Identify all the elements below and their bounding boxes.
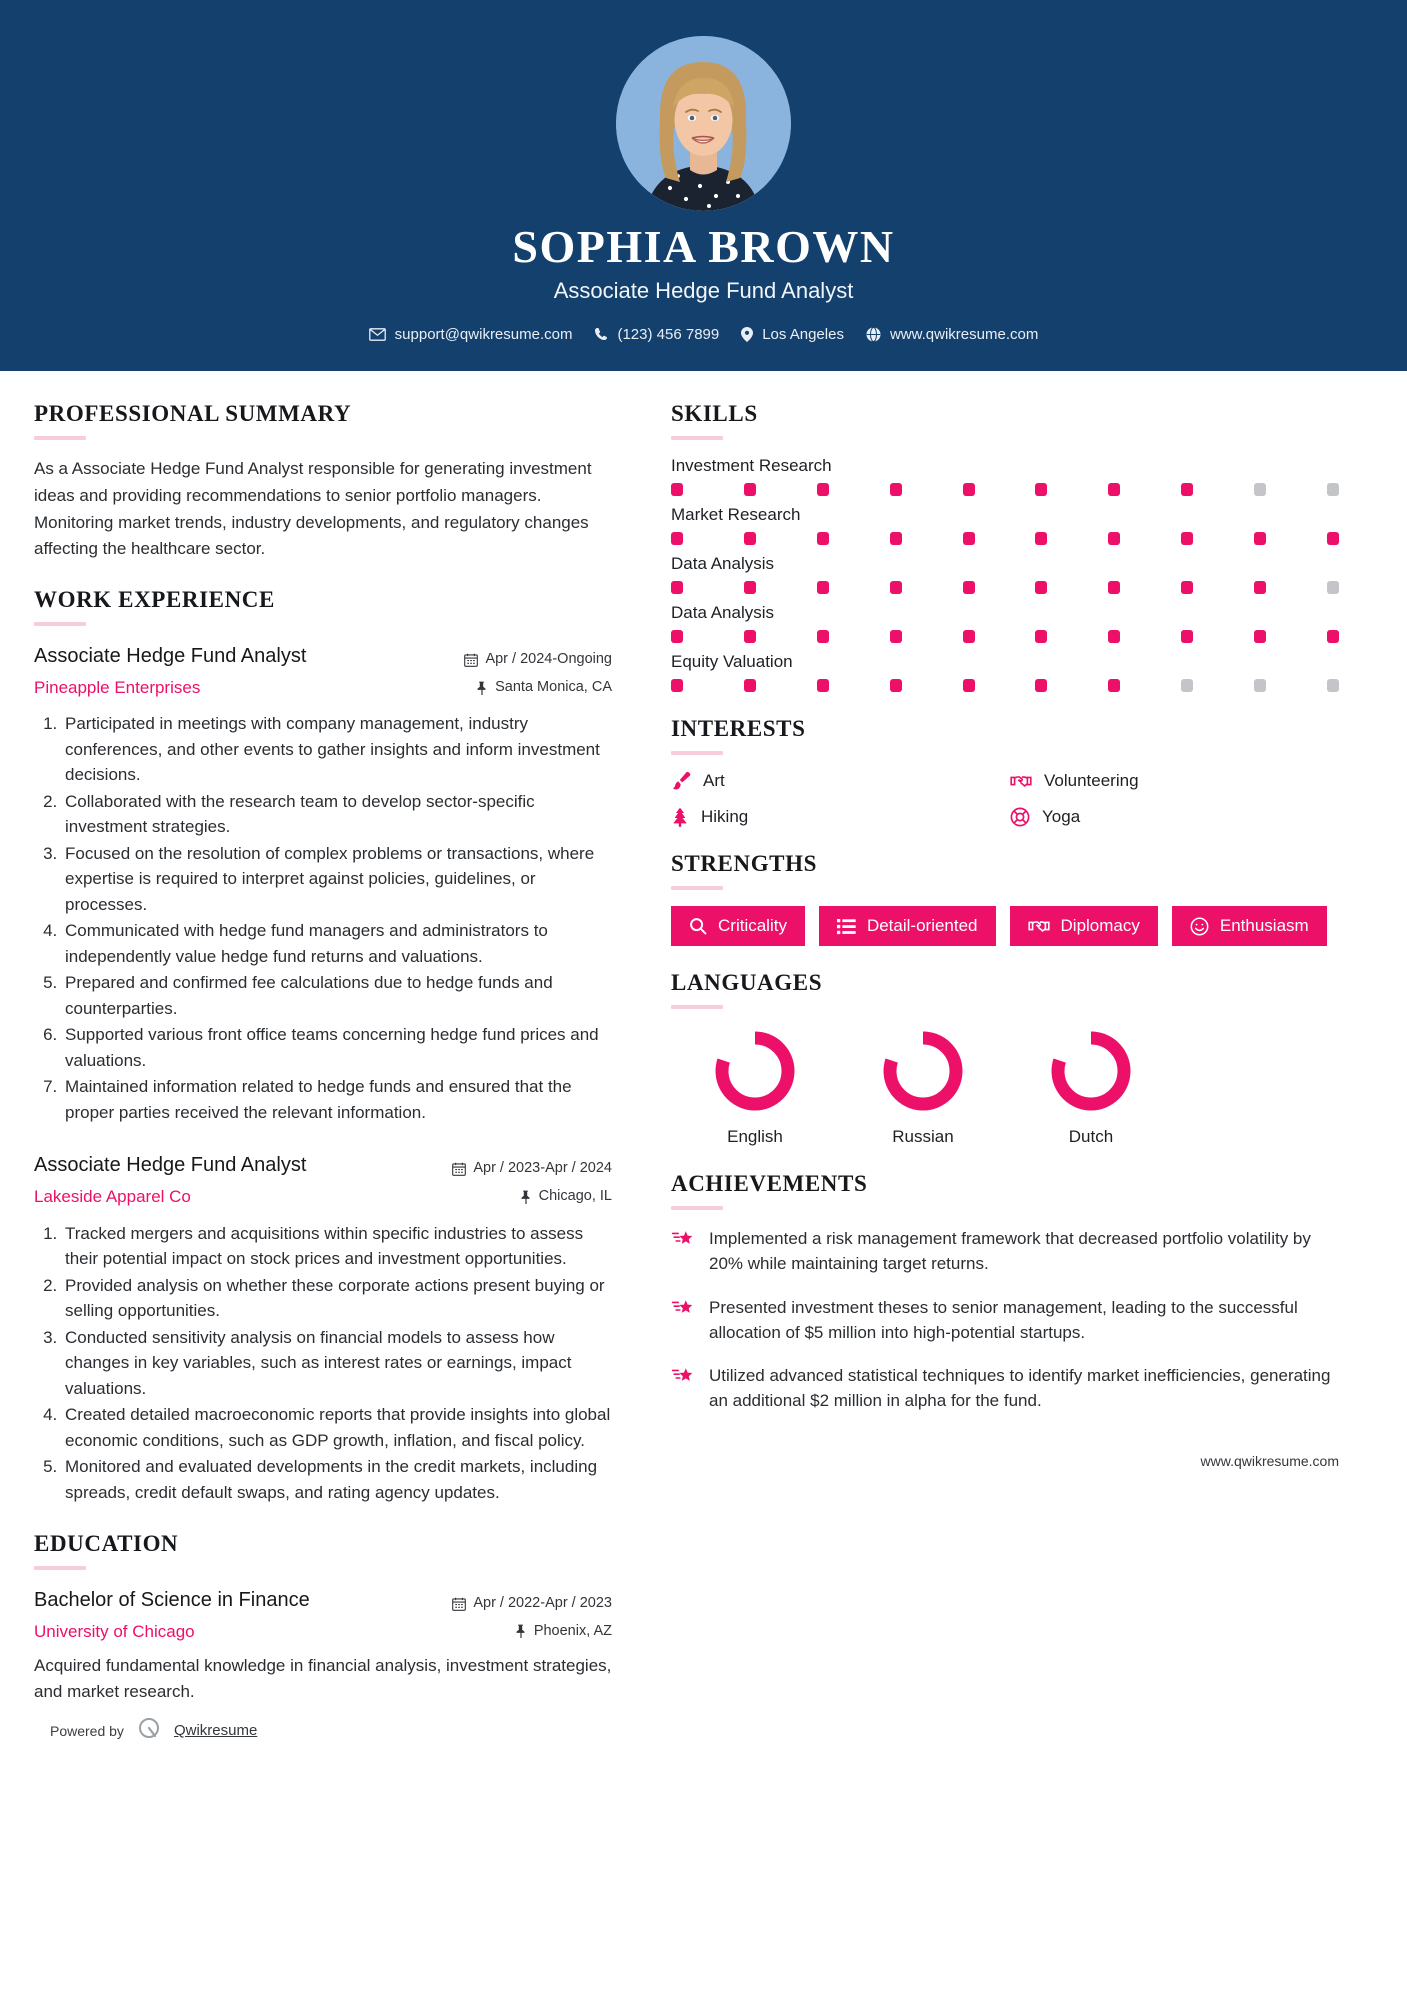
job-bullets xyxy=(34,1221,612,1506)
strength-label: Enthusiasm xyxy=(1219,915,1309,935)
section-heading-skills: SKILLS xyxy=(671,400,758,426)
job-company: Pineapple Enterprises xyxy=(34,678,201,698)
contact-email[interactable] xyxy=(369,326,573,343)
skill-dot xyxy=(744,679,756,692)
handshake-icon xyxy=(1028,917,1050,935)
language-item xyxy=(671,1025,839,1147)
skill-dot xyxy=(671,532,683,545)
skill-dot xyxy=(671,679,683,692)
skill-dot xyxy=(1254,630,1266,643)
contact-row xyxy=(0,326,1407,343)
interest-label: Hiking xyxy=(701,806,749,826)
strength-chip-enthusiasm[interactable] xyxy=(1172,906,1327,946)
skill-dot xyxy=(963,483,975,496)
section-education xyxy=(34,1531,612,1745)
page-title: SOPHIA BROWN xyxy=(512,221,895,272)
bullet-item: 4. Created detailed macroeconomic reports that provide insights into global economic conditions, such as GDP growth, inflation, and fiscal policy. xyxy=(62,1402,612,1453)
skill-dot xyxy=(817,679,829,692)
shooting-star-icon xyxy=(671,1226,695,1256)
education-location xyxy=(442,1618,612,1646)
achievement-text: Presented investment theses to senior management, leading to the successful allocation of $5 million into high-potential startups. xyxy=(709,1297,1298,1342)
pushpin-icon xyxy=(515,1624,527,1638)
section-heading-summary: PROFESSIONAL SUMMARY xyxy=(34,400,352,426)
skill-dots xyxy=(671,532,1339,545)
language-name: Dutch xyxy=(1068,1127,1114,1147)
pushpin-icon xyxy=(520,1190,532,1204)
contact-website-value: www.qwikresume.com xyxy=(889,325,1039,343)
bullet-item: 2. Collaborated with the research team to develop sector-specific investment strategies. xyxy=(62,789,612,840)
achievement-text: Implemented a risk management framework that decreased portfolio volatility by 20% while maintaining target returns. xyxy=(709,1229,1311,1274)
section-professional-summary xyxy=(34,401,612,563)
job-company: Lakeside Apparel Co xyxy=(34,1187,191,1207)
section-heading-interests: INTERESTS xyxy=(671,715,806,741)
strength-grid xyxy=(671,906,1339,946)
interest-grid xyxy=(671,771,1339,827)
lifebuoy-icon xyxy=(1010,807,1030,827)
section-rule xyxy=(34,622,86,626)
section-rule xyxy=(671,1206,723,1210)
language-progress-ring xyxy=(709,1025,801,1117)
job-meta xyxy=(442,1151,612,1210)
education-meta xyxy=(442,1586,612,1645)
skill-dot xyxy=(1254,679,1266,692)
education-dates xyxy=(442,1590,612,1618)
interest-item xyxy=(671,771,1000,791)
job-bullets xyxy=(34,711,612,1125)
skill-dot xyxy=(1327,483,1339,496)
bullet-item: 1. Tracked mergers and acquisitions within specific industries to assess their potential impact on stock prices and investment opportunities. xyxy=(62,1221,612,1272)
skill-dots xyxy=(671,483,1339,496)
skill-dot xyxy=(1181,483,1193,496)
strength-label: Criticality xyxy=(718,915,787,935)
language-progress-ring xyxy=(877,1025,969,1117)
job-role: Associate Hedge Fund Analyst xyxy=(34,1154,307,1177)
job-dates xyxy=(442,1155,612,1183)
header-job-title: Associate Hedge Fund Analyst xyxy=(553,277,854,303)
skill-dot xyxy=(963,630,975,643)
contact-location xyxy=(741,326,844,343)
skill-name: Data Analysis xyxy=(671,602,774,622)
skill-name: Market Research xyxy=(671,504,801,524)
section-heading-strengths: STRENGTHS xyxy=(671,850,818,876)
interest-item xyxy=(1010,807,1339,827)
skill-name: Equity Valuation xyxy=(671,651,793,671)
section-heading-experience: WORK EXPERIENCE xyxy=(34,587,275,613)
skill-dot xyxy=(1327,630,1339,643)
skill-dot xyxy=(1035,532,1047,545)
achievement-text: Utilized advanced statistical techniques to identify market inefficiencies, generating an additional $2 million in alpha for the fund. xyxy=(709,1365,1331,1411)
skill-dot xyxy=(744,581,756,594)
skill-dot xyxy=(1035,483,1047,496)
skill-dot xyxy=(671,630,683,643)
section-rule xyxy=(671,751,723,755)
skill-dot xyxy=(1108,630,1120,643)
skill-dot xyxy=(1327,532,1339,545)
pushpin-icon xyxy=(476,681,488,695)
calendar-icon xyxy=(452,1597,466,1611)
education-dates-value: Apr / 2022-Apr / 2023 xyxy=(473,1595,612,1612)
right-column xyxy=(634,401,1339,1769)
interest-item xyxy=(671,807,1000,827)
skill-dot xyxy=(1181,630,1193,643)
section-rule xyxy=(671,886,723,890)
achievement-item xyxy=(671,1363,1339,1413)
language-progress-ring xyxy=(1045,1025,1137,1117)
skill-row xyxy=(671,456,1339,496)
achievement-item xyxy=(671,1295,1339,1345)
skill-dots xyxy=(671,581,1339,594)
handshake-icon xyxy=(1010,772,1032,790)
skill-dot xyxy=(817,532,829,545)
job-dates xyxy=(442,646,612,674)
qwikresume-logo-icon xyxy=(136,1716,162,1745)
skill-row xyxy=(671,652,1339,692)
job-dates-value: Apr / 2024-Ongoing xyxy=(485,651,612,668)
resume-body xyxy=(0,371,1407,1769)
powered-by-footer xyxy=(34,1710,612,1745)
skill-dot xyxy=(1108,679,1120,692)
skill-row xyxy=(671,554,1339,594)
section-heading-education: EDUCATION xyxy=(34,1531,179,1557)
smiley-icon xyxy=(1190,917,1209,936)
skill-dot xyxy=(890,532,902,545)
skill-dot xyxy=(1181,581,1193,594)
education-description: Acquired fundamental knowledge in financial analysis, investment strategies, and market research. xyxy=(34,1656,612,1701)
bullet-item: 1. Participated in meetings with company management, industry conferences, and other events to gather insights and inform investment decisions. xyxy=(62,711,612,788)
bullet-item: 3. Focused on the resolution of complex problems or transactions, where expertise is required to interpret against policies, guidelines, or processes. xyxy=(62,841,612,918)
skill-dot xyxy=(1108,483,1120,496)
interest-label: Volunteering xyxy=(1044,770,1139,790)
section-interests xyxy=(671,716,1339,827)
calendar-icon xyxy=(452,1162,466,1176)
bullet-item: 4. Communicated with hedge fund managers and administrators to independently value hedge fund returns and valuations. xyxy=(62,918,612,969)
interest-label: Yoga xyxy=(1042,806,1081,826)
job-location-value: Chicago, IL xyxy=(538,1187,612,1204)
education-school: University of Chicago xyxy=(34,1622,195,1642)
job-meta xyxy=(442,642,612,701)
left-column xyxy=(34,401,634,1769)
language-grid xyxy=(671,1025,1339,1147)
section-strengths xyxy=(671,851,1339,946)
job-role: Associate Hedge Fund Analyst xyxy=(34,645,307,668)
job-location xyxy=(442,1183,612,1211)
powered-by-label: Powered by xyxy=(50,1722,124,1739)
skill-dot xyxy=(744,532,756,545)
language-name: Russian xyxy=(892,1127,954,1147)
interest-label: Art xyxy=(703,770,725,790)
skill-dot xyxy=(1035,581,1047,594)
section-heading-achievements: ACHIEVEMENTS xyxy=(671,1171,868,1197)
achievement-item xyxy=(671,1226,1339,1276)
contact-location-value: Los Angeles xyxy=(762,325,844,343)
skill-dot xyxy=(890,679,902,692)
skill-dot xyxy=(963,679,975,692)
strength-chip-detail-oriented[interactable] xyxy=(819,906,996,946)
section-rule xyxy=(34,436,86,440)
experience-entry xyxy=(34,1151,612,1505)
envelope-icon xyxy=(369,328,386,341)
section-achievements xyxy=(671,1171,1339,1469)
language-name: English xyxy=(727,1127,783,1147)
shooting-star-icon xyxy=(671,1295,695,1325)
footer-site-url: www.qwikresume.com xyxy=(1200,1453,1339,1470)
skill-dot xyxy=(817,483,829,496)
section-rule xyxy=(671,436,723,440)
section-skills xyxy=(671,401,1339,692)
avatar xyxy=(616,36,791,211)
language-item xyxy=(839,1025,1007,1147)
resume-header xyxy=(0,0,1407,371)
contact-phone-value: (123) 456 7899 xyxy=(617,325,720,343)
skill-dot xyxy=(744,630,756,643)
location-pin-icon xyxy=(741,327,753,342)
strength-chip-criticality[interactable] xyxy=(671,906,805,946)
skill-dot xyxy=(817,630,829,643)
skill-dot xyxy=(963,532,975,545)
skill-dot xyxy=(671,483,683,496)
phone-icon xyxy=(594,327,608,341)
contact-website[interactable] xyxy=(866,326,1038,343)
contact-email-value: support@qwikresume.com xyxy=(394,325,573,343)
section-work-experience xyxy=(34,587,612,1505)
skill-dot xyxy=(1035,630,1047,643)
skill-row xyxy=(671,603,1339,643)
paint-brush-icon xyxy=(671,771,691,791)
education-entry xyxy=(34,1586,612,1704)
strength-label: Diplomacy xyxy=(1060,915,1140,935)
skill-dot xyxy=(890,581,902,594)
skill-dot xyxy=(744,483,756,496)
pine-tree-icon xyxy=(671,807,689,827)
job-location xyxy=(442,674,612,702)
magnifier-icon xyxy=(689,917,707,935)
experience-entry xyxy=(34,642,612,1125)
bullet-item: 7. Maintained information related to hedge funds and ensured that the proper parties received the relevant information. xyxy=(62,1074,612,1125)
skill-dot xyxy=(890,630,902,643)
avatar-photo xyxy=(616,36,791,211)
strength-chip-diplomacy[interactable] xyxy=(1010,906,1158,946)
skill-dot xyxy=(963,581,975,594)
job-dates-value: Apr / 2023-Apr / 2024 xyxy=(473,1160,612,1177)
section-rule xyxy=(34,1566,86,1570)
skill-dots xyxy=(671,679,1339,692)
skill-dot xyxy=(671,581,683,594)
skill-dot xyxy=(1035,679,1047,692)
interest-item xyxy=(1010,771,1339,791)
skill-dots xyxy=(671,630,1339,643)
calendar-icon xyxy=(464,653,478,667)
skill-row xyxy=(671,505,1339,545)
skill-dot xyxy=(1181,679,1193,692)
skill-dot xyxy=(1108,532,1120,545)
qwikresume-brand-link[interactable]: Qwikresume xyxy=(173,1722,258,1740)
bullet-item: 2. Provided analysis on whether these corporate actions present buying or selling opportunities. xyxy=(62,1273,612,1324)
skill-name: Data Analysis xyxy=(671,553,774,573)
bullet-item: 5. Monitored and evaluated developments in the credit markets, including spreads, credit default swaps, and rating agency updates. xyxy=(62,1454,612,1505)
section-languages xyxy=(671,970,1339,1147)
summary-text: As a Associate Hedge Fund Analyst responsible for generating investment ideas and providing recommendations to senior portfolio managers. Monitoring market trends, industry developments, and regulatory changes affecting the healthcare sector. xyxy=(34,458,592,559)
education-location-value: Phoenix, AZ xyxy=(533,1622,612,1639)
education-degree: Bachelor of Science in Finance xyxy=(34,1589,310,1612)
section-heading-languages: LANGUAGES xyxy=(671,970,823,996)
globe-icon xyxy=(866,327,881,342)
skill-dot xyxy=(1108,581,1120,594)
skill-dot xyxy=(1254,581,1266,594)
section-rule xyxy=(671,1005,723,1009)
shooting-star-icon xyxy=(671,1363,695,1393)
language-item xyxy=(1007,1025,1175,1147)
contact-phone[interactable] xyxy=(594,326,719,343)
skill-dot xyxy=(1254,532,1266,545)
skill-name: Investment Research xyxy=(671,455,832,475)
list-icon xyxy=(837,918,856,935)
bullet-item: 3. Conducted sensitivity analysis on financial models to assess how changes in key variables, such as interest rates or earnings, impact valuations. xyxy=(62,1325,612,1402)
skill-dot xyxy=(1181,532,1193,545)
strength-label: Detail-oriented xyxy=(866,915,978,935)
skill-dot xyxy=(1327,679,1339,692)
skill-dot xyxy=(817,581,829,594)
job-location-value: Santa Monica, CA xyxy=(495,678,612,695)
bullet-item: 6. Supported various front office teams concerning hedge fund prices and valuations. xyxy=(62,1022,612,1073)
skill-dot xyxy=(1254,483,1266,496)
skill-dot xyxy=(890,483,902,496)
skill-dot xyxy=(1327,581,1339,594)
bullet-item: 5. Prepared and confirmed fee calculations due to hedge funds and counterparties. xyxy=(62,970,612,1021)
